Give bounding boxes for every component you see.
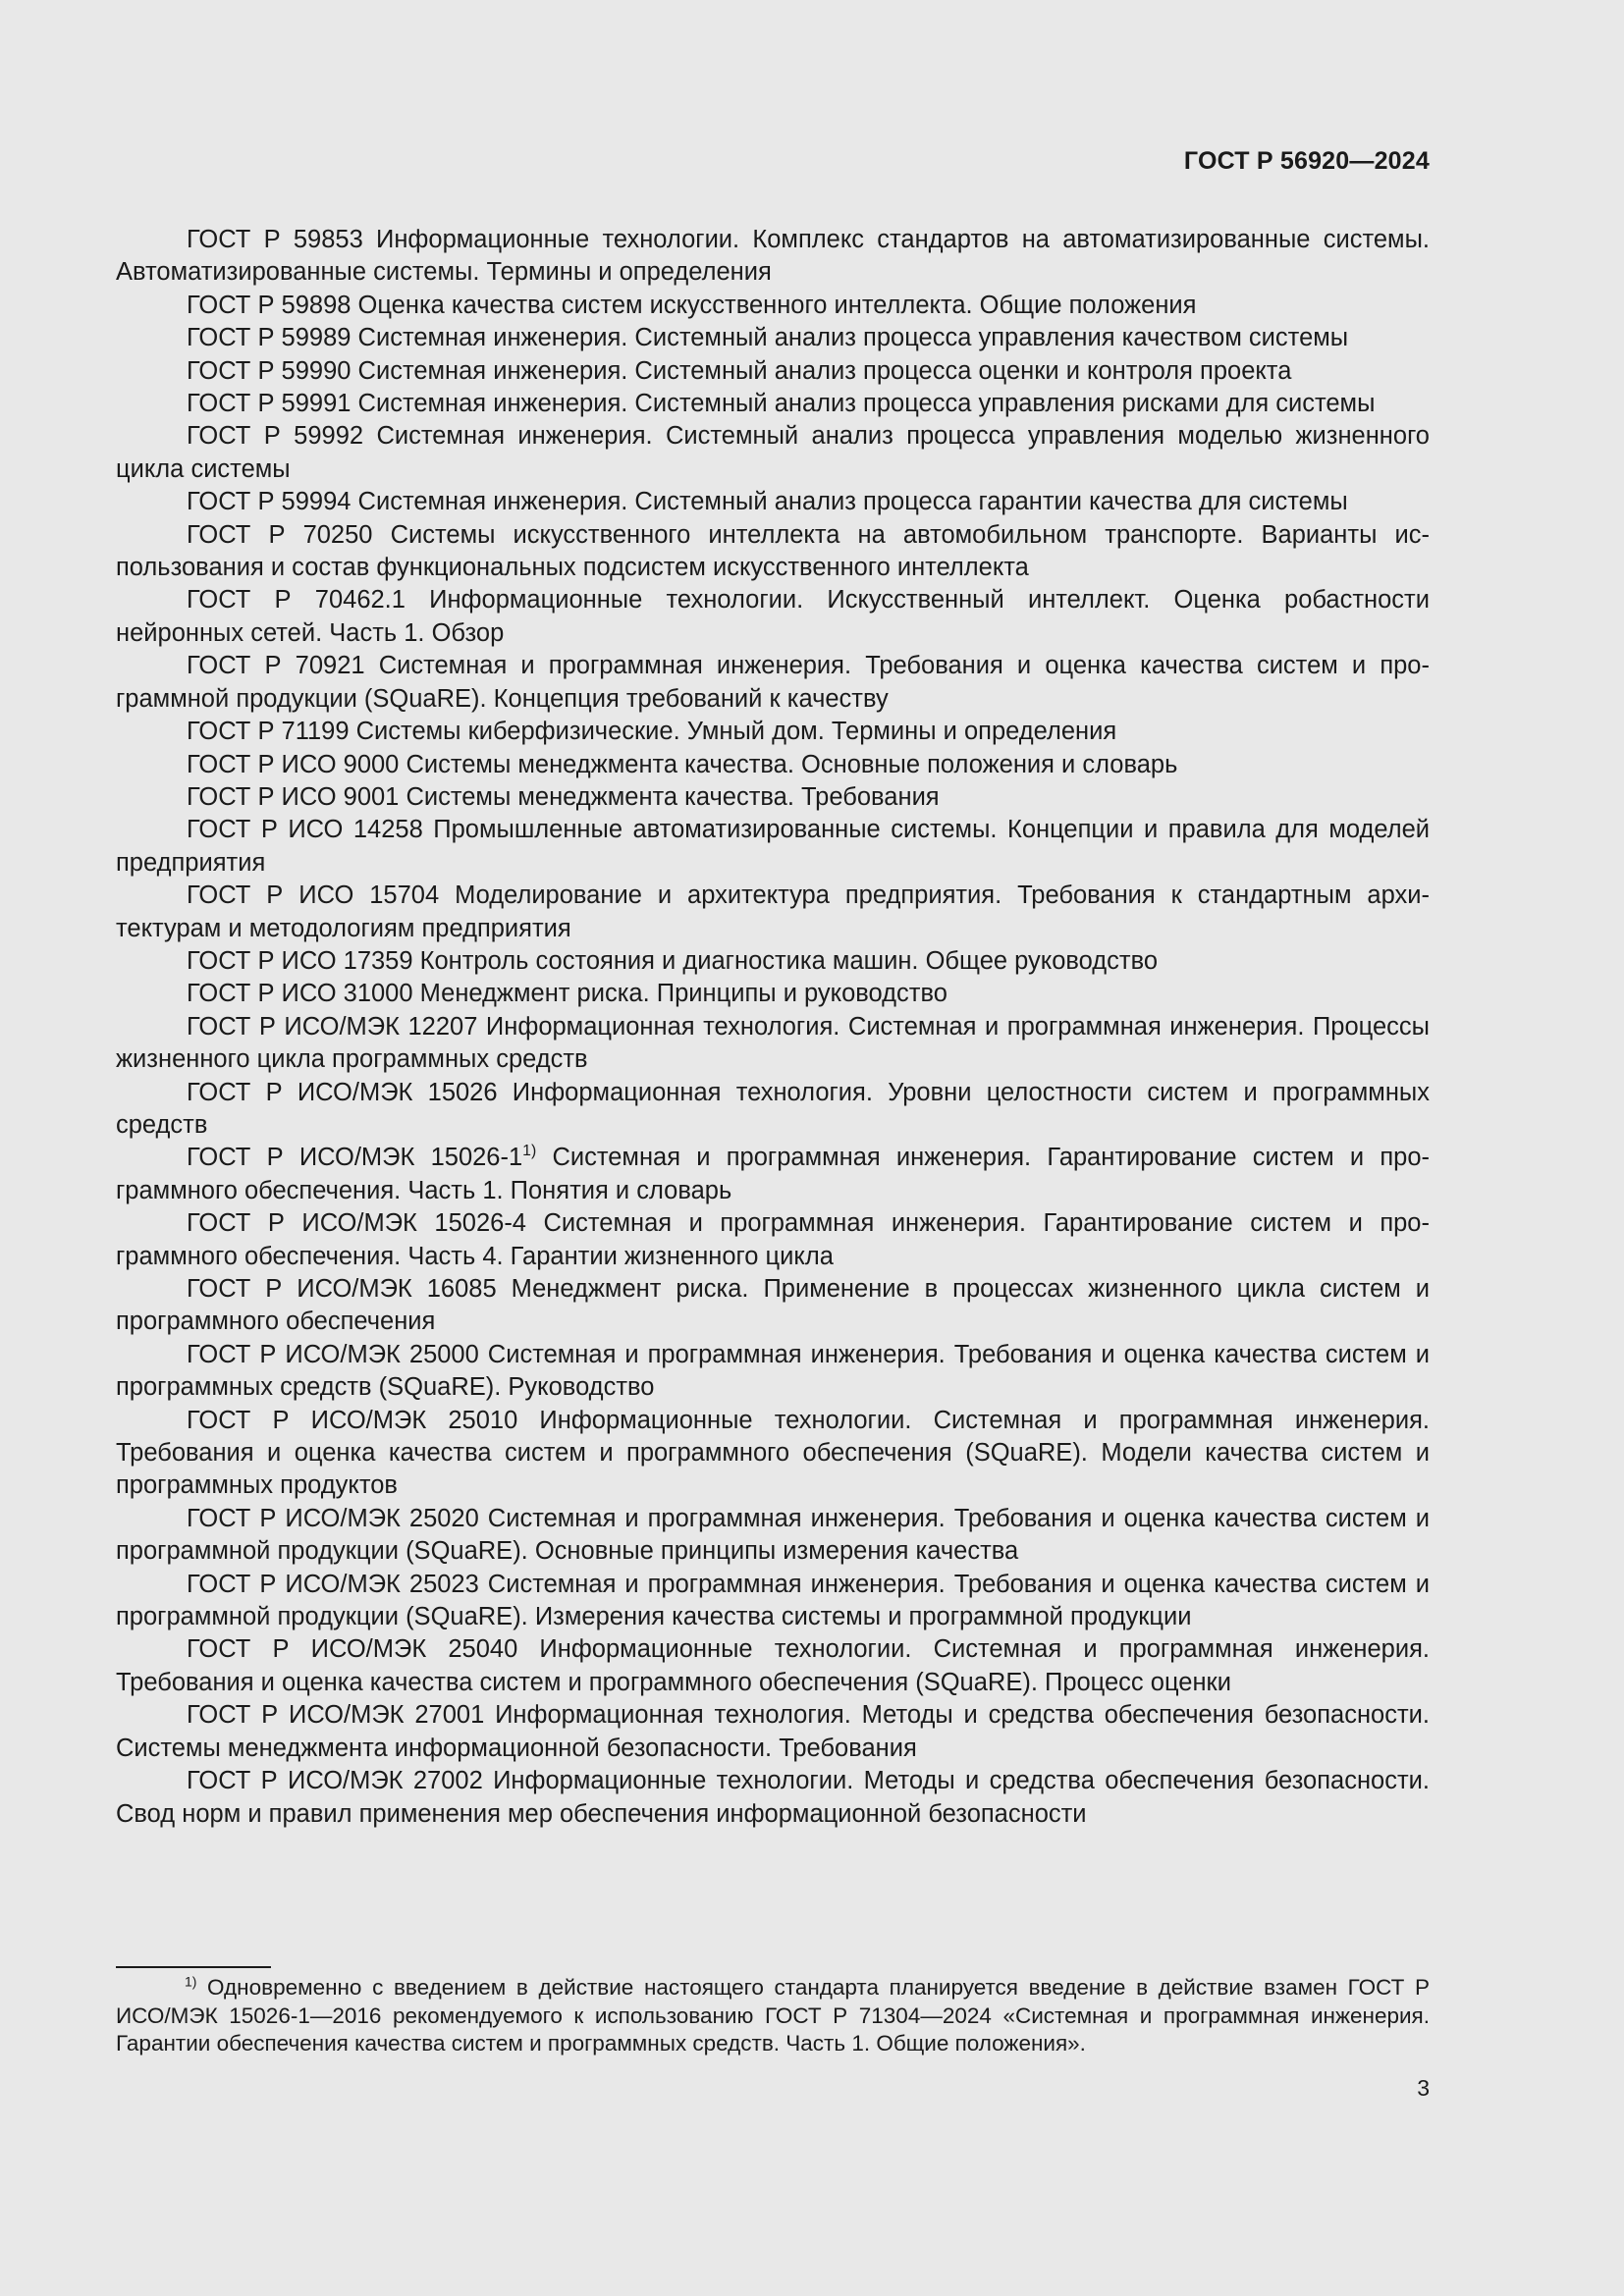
reference-item: ГОСТ Р ИСО/МЭК 25010 Информационные технологии. Системная и программная инженерия. Требования и оценка качества систем и программного обеспечения (SQuaRE). Модели качества систем и программных продуктов [116, 1406, 1430, 1500]
reference-item: ГОСТ Р ИСО/МЭК 27002 Информационные технологии. Методы и средства обеспечения безопасности. Свод норм и правил применения мер обеспечения информационной безопасности [116, 1767, 1430, 1828]
reference-item: ГОСТ Р ИСО/МЭК 25020 Системная и программная инженерия. Требования и оценка качества систем и программной продукции (SQuaRE). Основные принципы измерения качества [116, 1504, 1430, 1566]
reference-item: ГОСТ Р 70921 Системная и программная инженерия. Требования и оценка качества систем и программной продукции (SQuaRE). Концепция требований к качеству [116, 652, 1430, 713]
reference-item: ГОСТ Р ИСО/МЭК 12207 Информационная технология. Системная и программная инженерия. Процессы жизненного цикла программных средств [116, 1012, 1430, 1074]
reference-item: ГОСТ Р 70250 Системы искусственного интеллекта на автомобильном транспорте. Варианты использования и состав функциональных подсистем искусственного интеллекта [116, 520, 1430, 582]
reference-item: ГОСТ Р 59994 Системная инженерия. Системный анализ процесса гарантии качества для системы [187, 488, 1348, 516]
reference-item: ГОСТ Р ИСО 17359 Контроль состояния и диагностика машин. Общее руководство [187, 946, 1159, 975]
reference-item: ГОСТ Р ИСО 15704 Моделирование и архитектура предприятия. Требования к стандартным архитектурам и методологиям предприятия [116, 881, 1430, 942]
reference-item: ГОСТ Р 59989 Системная инженерия. Системный анализ процесса управления качеством системы [187, 324, 1349, 352]
reference-title: Системная и программная инженерия. Гарантирование систем и программного обеспечения. Часть 1. Понятия и словарь [116, 1144, 1431, 1204]
reference-item: ГОСТ Р ИСО/МЭК 25023 Системная и программная инженерия. Требования и оценка качества систем и программной продукции (SQuaRE). Измерения качества системы и программной продукции [116, 1570, 1430, 1631]
footnote-marker-link[interactable]: 1) [522, 1143, 537, 1160]
document-code-header: ГОСТ Р 56920—2024 [1183, 147, 1430, 175]
footnote-marker: 1) [185, 1973, 197, 1990]
reference-item: ГОСТ Р ИСО 9001 Системы менеджмента качества. Требования [187, 782, 940, 811]
reference-item: ГОСТ Р ИСО/МЭК 25040 Информационные технологии. Системная и программная инженерия. Требования и оценка качества систем и программного обеспечения (SQuaRE). Процесс оценки [116, 1635, 1430, 1696]
reference-item: ГОСТ Р 71199 Системы киберфизические. Умный дом. Термины и определения [187, 718, 1117, 746]
footnote-separator [116, 1966, 271, 1968]
footnote-text: Одновременно с введением в действие настоящего стандарта планируется введение в действие взамен ГОСТ Р ИСО/МЭК 15026-1—2016 рекомендуемого к использованию ГОСТ Р 71304—2024 «Системная и программная инженерия. Гарантии обеспечения качества систем и программных средств. Часть 1. Общие положения». [116, 1975, 1430, 2056]
reference-item: ГОСТ Р ИСО 9000 Системы менеджмента качества. Основные положения и словарь [187, 750, 1178, 778]
reference-item: ГОСТ Р ИСО/МЭК 16085 Менеджмент риска. Применение в процессах жизненного цикла систем и программного обеспечения [116, 1275, 1430, 1336]
reference-code: ГОСТ Р ИСО/МЭК 15026-1 [187, 1144, 523, 1172]
reference-item: ГОСТ Р ИСО 14258 Промышленные автоматизированные системы. Концепции и правила для моделей предприятия [116, 816, 1430, 877]
reference-item: ГОСТ Р ИСО/МЭК 25000 Системная и программная инженерия. Требования и оценка качества систем и программных средств (SQuaRE). Руководство [116, 1340, 1430, 1402]
reference-item: ГОСТ Р ИСО/МЭК 15026 Информационная технология. Уровни целостности систем и программных средств [116, 1078, 1430, 1139]
reference-item: ГОСТ Р 59992 Системная инженерия. Системный анализ процесса управления моделью жизненного цикла системы [116, 422, 1430, 483]
reference-item: ГОСТ Р 59991 Системная инженерия. Системный анализ процесса управления рисками для системы [187, 390, 1376, 418]
normative-references-list [116, 224, 1430, 1831]
reference-item: ГОСТ Р ИСО/МЭК 27001 Информационная технология. Методы и средства обеспечения безопасности. Системы менеджмента информационной безопасности. Требования [116, 1701, 1430, 1762]
reference-item: ГОСТ Р ИСО 31000 Менеджмент риска. Принципы и руководство [187, 980, 947, 1008]
footnote [116, 1974, 1430, 2058]
page-number: 3 [1417, 2075, 1430, 2101]
reference-item: ГОСТ Р 59990 Системная инженерия. Системный анализ процесса оценки и контроля проекта [187, 356, 1292, 385]
reference-item-with-footnote [116, 1142, 1430, 1207]
reference-item: ГОСТ Р 59898 Оценка качества систем искусственного интеллекта. Общие положения [187, 291, 1197, 319]
reference-item: ГОСТ Р ИСО/МЭК 15026-4 Системная и программная инженерия. Гарантирование систем и программного обеспечения. Часть 4. Гарантии жизненного цикла [116, 1209, 1430, 1270]
reference-item: ГОСТ Р 59853 Информационные технологии. Комплекс стандартов на автоматизированные системы. Автоматизированные системы. Термины и определения [116, 226, 1430, 287]
reference-item: ГОСТ Р 70462.1 Информационные технологии. Искусственный интеллект. Оценка робастности нейронных сетей. Часть 1. Обзор [116, 586, 1430, 647]
